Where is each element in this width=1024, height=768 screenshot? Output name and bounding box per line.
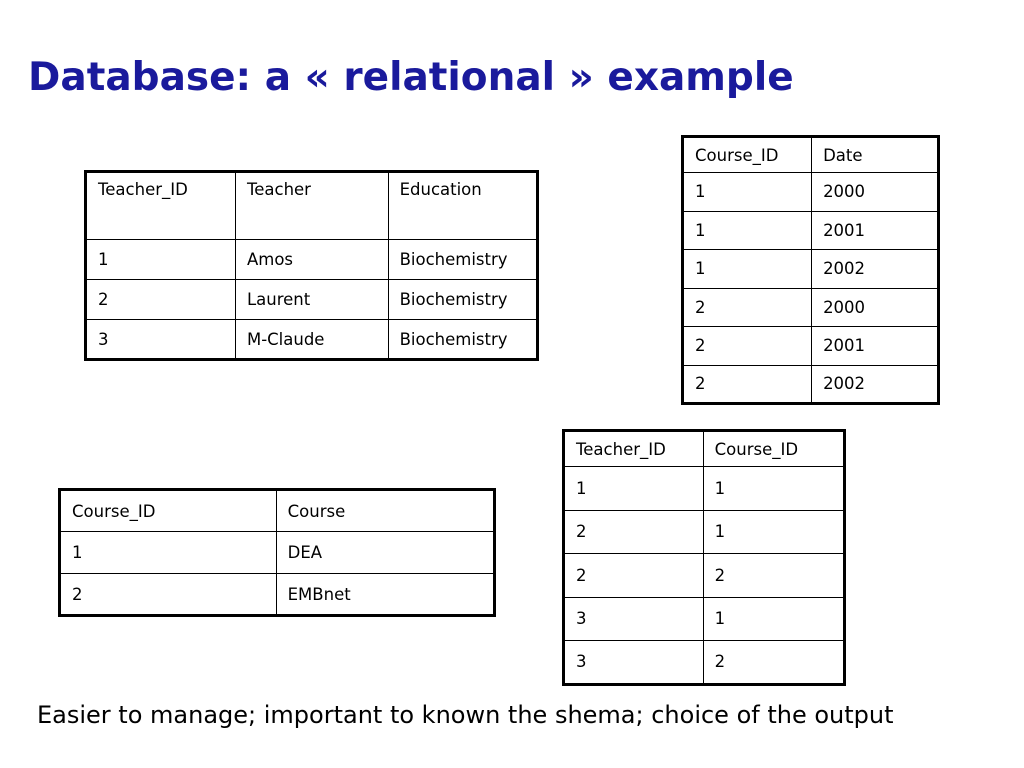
table-row xyxy=(683,327,939,366)
table-cell: 2 xyxy=(564,554,704,598)
courses-table xyxy=(58,488,496,617)
table-cell: 1 xyxy=(703,467,844,511)
table-header-row xyxy=(564,431,845,467)
table-row xyxy=(564,510,845,554)
column-header-date: Date xyxy=(812,137,939,173)
table-cell: Biochemistry xyxy=(388,320,537,360)
column-header-teacher-id: Teacher_ID xyxy=(564,431,704,467)
table-cell: Amos xyxy=(235,240,388,280)
table-cell: 2000 xyxy=(812,173,939,212)
table-cell: 2 xyxy=(703,641,844,685)
teachers-table xyxy=(84,170,539,361)
table-cell: EMBnet xyxy=(276,574,494,616)
table-row xyxy=(86,240,538,280)
table-cell: 2002 xyxy=(812,365,939,404)
table-header-row xyxy=(60,490,495,532)
table-row xyxy=(60,574,495,616)
table-row xyxy=(683,211,939,250)
table-header-row xyxy=(683,137,939,173)
table-row xyxy=(86,320,538,360)
table-cell: Biochemistry xyxy=(388,280,537,320)
table-cell: 2000 xyxy=(812,288,939,327)
table-cell: 2001 xyxy=(812,211,939,250)
table-row xyxy=(564,641,845,685)
column-header-teacher-id: Teacher_ID xyxy=(86,172,236,240)
table-cell: 1 xyxy=(86,240,236,280)
table-cell: M-Claude xyxy=(235,320,388,360)
column-header-course-id: Course_ID xyxy=(683,137,812,173)
table-row xyxy=(60,532,495,574)
table-cell: 2 xyxy=(60,574,277,616)
column-header-course: Course xyxy=(276,490,494,532)
table-cell: Biochemistry xyxy=(388,240,537,280)
footer-note: Easier to manage; important to known the shema; choice of the output xyxy=(37,701,894,729)
table-cell: 2 xyxy=(564,510,704,554)
table-row xyxy=(564,554,845,598)
table-row xyxy=(86,280,538,320)
table-row xyxy=(683,250,939,289)
table-cell: 2 xyxy=(683,327,812,366)
column-header-course-id: Course_ID xyxy=(703,431,844,467)
table-cell: 1 xyxy=(683,173,812,212)
table-cell: 2 xyxy=(86,280,236,320)
teacher-courses-table xyxy=(562,429,846,686)
table-cell: DEA xyxy=(276,532,494,574)
table-row xyxy=(683,365,939,404)
table-cell: 3 xyxy=(86,320,236,360)
table-row xyxy=(683,173,939,212)
table-cell: 2001 xyxy=(812,327,939,366)
table-cell: 2002 xyxy=(812,250,939,289)
table-header-row xyxy=(86,172,538,240)
table-cell: Laurent xyxy=(235,280,388,320)
table-cell: 3 xyxy=(564,597,704,641)
table-row xyxy=(564,597,845,641)
table-cell: 3 xyxy=(564,641,704,685)
table-cell: 1 xyxy=(683,211,812,250)
column-header-teacher: Teacher xyxy=(235,172,388,240)
table-cell: 1 xyxy=(683,250,812,289)
table-cell: 1 xyxy=(564,467,704,511)
table-cell: 1 xyxy=(60,532,277,574)
table-cell: 1 xyxy=(703,597,844,641)
table-cell: 1 xyxy=(703,510,844,554)
table-row xyxy=(683,288,939,327)
table-cell: 2 xyxy=(703,554,844,598)
course-dates-table xyxy=(681,135,940,405)
table-row xyxy=(564,467,845,511)
table-cell: 2 xyxy=(683,288,812,327)
column-header-education: Education xyxy=(388,172,537,240)
table-cell: 2 xyxy=(683,365,812,404)
column-header-course-id: Course_ID xyxy=(60,490,277,532)
slide-title: Database: a « relational » example xyxy=(28,55,794,100)
